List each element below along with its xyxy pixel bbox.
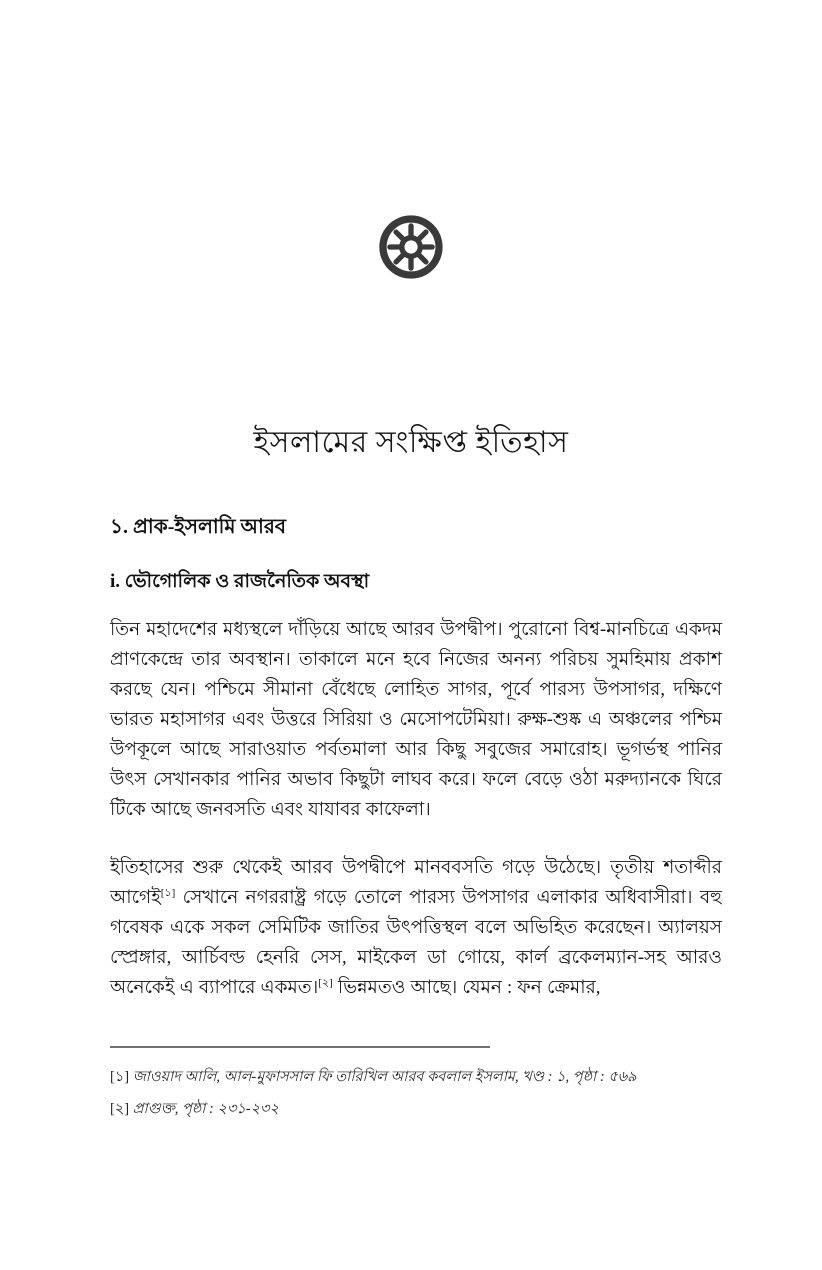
footnote-1-marker: [১]: [110, 1069, 130, 1085]
footnote-2-marker: [২]: [110, 1101, 130, 1117]
paragraph-2-part-2: সেখানে নগররাষ্ট্র গড়ে তোলে পারস্য উপসাগর এলাকার অধিবাসীরা। বহু গবেষক একে সকল সেমিটিক জাতির উৎপত্তিস্থল বলে অভিহিত করেছেন। অ্যালয়স স্প্রেঙ্গার, আর্চিবল্ড হেনরি সেস, মাইকেল ডা গোয়ে, কার্ল ব্রকেলম্যান-সহ আরও অনেকেই এ ব্যাপারে একমত।: [110, 887, 722, 998]
subsection-heading: i. ভৌগোলিক ও রাজনৈতিক অবস্থা: [110, 571, 370, 592]
footnote-1-title: আল-মুফাসসাল ফি তারিখিল আরব কবলাল ইসলাম,: [223, 1069, 519, 1085]
footnote-separator: [110, 1046, 490, 1048]
footnote-2-author: প্রাগুক্ত, পৃষ্ঠা : ২৩১-২৩২: [132, 1101, 279, 1117]
footnote-1-author: জাওয়াদ আলি,: [132, 1069, 221, 1085]
footnote-1: [110, 1064, 722, 1090]
section-heading: ১. প্রাক-ইসলামি আরব: [110, 516, 286, 538]
footnotes-area: [110, 1046, 722, 1128]
page-title: ইসলামের সংক্ষিপ্ত ইতিহাস: [253, 426, 569, 459]
paragraph-2-part-3: ভিন্নমতও আছে। যেমন : ফন ক্রেমার,: [332, 977, 601, 998]
ornament-container: [0, 214, 822, 280]
footnote-2: [110, 1096, 722, 1122]
paragraph-2-part-1: ইতিহাসের শুরু থেকেই আরব উপদ্বীপে মানববসতি গড়ে উঠেছে। তৃতীয় শতাব্দীর আগেই: [110, 857, 722, 908]
footnote-1-locator: খণ্ড : ১, পৃষ্ঠা : ৫৬৯: [522, 1069, 637, 1085]
wheel-rosette-ornament: [378, 214, 444, 280]
content-column: [110, 512, 722, 1003]
body-paragraph-1: তিন মহাদেশের মধ্যস্থলে দাঁড়িয়ে আছে আরব উপদ্বীপ। পুরোনো বিশ্ব-মানচিত্রে একদম প্রাণকেন্দ্রে তার অবস্থান। তাকালে মনে হবে নিজের অনন্য পরিচয় সুমহিমায় প্রকাশ করছে যেন। পশ্চিমে সীমানা বেঁধেছে লোহিত সাগর, পূর্বে পারস্য উপসাগর, দক্ষিণে ভারত মহাসাগর এবং উত্তরে সিরিয়া ও মেসোপটেমিয়া। রুক্ষ-শুষ্ক এ অঞ্চলের পশ্চিম উপকূলে আছে সারাওয়াত পর্বতমালা আর কিছু সবুজের সমারোহ। ভূগর্ভস্থ পানির উৎস সেখানকার পানির অভাব কিছুটা লাঘব করে। ফলে বেড়ে ওঠা মরুদ্যানকে ঘিরে টিকে আছে জনবসতি এবং যাযাবর কাফেলা।: [110, 619, 722, 820]
body-paragraph-2: [110, 853, 722, 1003]
footnote-ref-2[interactable]: [২]: [318, 976, 333, 989]
footnote-ref-1[interactable]: [১]: [160, 886, 176, 899]
